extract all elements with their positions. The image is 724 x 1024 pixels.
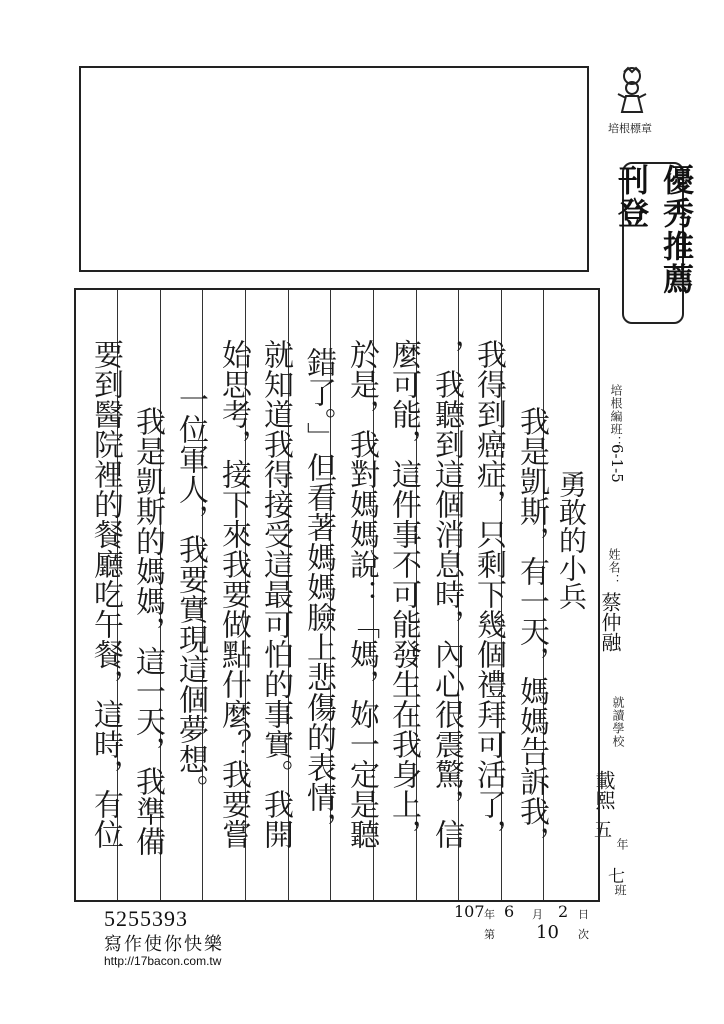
footer-code: 5255393 (104, 906, 188, 931)
date-year: 107 (454, 902, 485, 921)
session-number: 10 (536, 922, 559, 943)
essay-column: ，我聽到這個消息時，內心很震驚，信 (429, 339, 464, 849)
grade-value: 五 (594, 820, 612, 841)
grade-unit: 年 (615, 838, 629, 851)
class-value: 6-1-5 (608, 444, 626, 483)
stamp-text: 優秀推薦刊登 (612, 164, 693, 296)
essay-column: 於是，我對媽媽說：「媽，妳一定是聽 (344, 339, 379, 849)
essay-column: 麼可能，這件事不可能發生在我身上， (386, 339, 421, 849)
session-prefix: 第 (484, 928, 495, 941)
date-day-unit: 日 (578, 908, 589, 921)
essay-column: 我是凱斯，有一天，媽媽告訴我， (514, 406, 549, 856)
recommend-stamp (612, 162, 693, 324)
student-name: 蔡仲融 (598, 592, 622, 652)
teacher-comment-box (79, 66, 589, 272)
logo-label: 培根標章 (608, 122, 652, 135)
essay-column: 就知道我得接受這最可怕的事實。我開 (258, 339, 293, 849)
date-day: 2 (558, 902, 569, 921)
name-label: 姓名： (607, 548, 621, 587)
date-month-unit: 月 (532, 908, 543, 921)
essay-column: 一位軍人，我要實現這個夢想。 (173, 384, 208, 804)
essay-title: 勇敢的小兵 (555, 470, 588, 610)
date-year-unit: 年 (484, 908, 495, 921)
essay-column: 我得到癌症，只剩下幾個禮拜可活了， (471, 339, 506, 849)
bacon-logo-icon (612, 66, 652, 114)
class-label: 培根編班： (609, 384, 623, 449)
class-unit: 班 (613, 884, 627, 897)
class-number: 七 (608, 867, 625, 887)
session-unit: 次 (578, 928, 589, 941)
school-label: 就讀學校 (611, 696, 625, 748)
essay-column: 要到醫院裡的餐廳吃午餐，這時，有位 (88, 339, 123, 849)
school-value: 載熙 (592, 770, 616, 810)
essay-column: 始思考，接下來我要做點什麼？我要嘗 (216, 339, 251, 849)
essay-column: 我是凱斯的媽媽，這一天，我準備 (130, 406, 165, 856)
essay-column: 錯了。」但看著媽媽臉上悲傷的表情， (301, 346, 336, 842)
footer-url: http://17bacon.com.tw (104, 954, 222, 968)
date-month: 6 (504, 902, 515, 921)
footer-slogan: 寫作使你快樂 (104, 934, 224, 955)
